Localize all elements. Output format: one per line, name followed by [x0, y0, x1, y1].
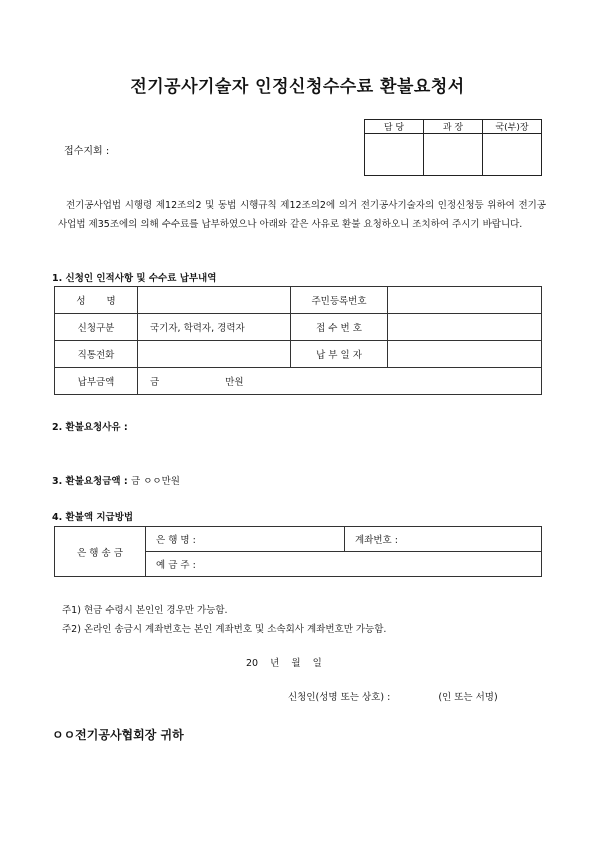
- payment-date-label: 납 부 일 자: [291, 341, 388, 368]
- approval-sign-manager[interactable]: [424, 134, 483, 176]
- signature-line: [288, 689, 498, 703]
- application-type-field[interactable]: 국기자, 학력자, 경력자: [138, 314, 291, 341]
- account-number-field[interactable]: [345, 527, 542, 552]
- signer-seal-mark[interactable]: (인 또는 서명): [438, 692, 498, 703]
- approval-box: [364, 119, 542, 176]
- resident-id-label: 주민등록번호: [291, 287, 388, 314]
- account-holder-field[interactable]: [146, 552, 542, 577]
- approval-header-manager: 과 장: [424, 120, 483, 134]
- direct-phone-label: 직통전화: [55, 341, 138, 368]
- bank-name-field[interactable]: [146, 527, 345, 552]
- payment-amount-label: 납부금액: [55, 368, 138, 395]
- section3-row: [52, 473, 180, 487]
- name-label: 성 명: [55, 287, 138, 314]
- amount-prefix: 금: [150, 377, 160, 388]
- note-2: 주2) 온라인 송금시 계좌번호는 본인 계좌번호 및 소속회사 계좌번호만 가능함.: [62, 624, 387, 635]
- applicant-info-table: [54, 286, 542, 395]
- resident-id-field[interactable]: [388, 287, 542, 314]
- note-1: 주1) 현금 수령시 본인인 경우만 가능함.: [62, 605, 228, 616]
- bank-name-label: 은 행 명 :: [156, 535, 196, 546]
- section4-title: 4. 환불액 지급방법: [52, 512, 134, 523]
- section3-title: 3. 환불요청금액 :: [52, 476, 128, 487]
- refund-amount-value: 금 ㅇㅇ만원: [131, 476, 180, 487]
- approval-header-staff: 담 당: [365, 120, 424, 134]
- signer-label: 신청인(성명 또는 상호) :: [288, 692, 391, 703]
- direct-phone-field[interactable]: [138, 341, 291, 368]
- payment-date-field[interactable]: [388, 341, 542, 368]
- approval-sign-staff[interactable]: [365, 134, 424, 176]
- bank-transfer-label: 은 행 송 금: [55, 527, 146, 577]
- receipt-number-label: 접 수 번 호: [291, 314, 388, 341]
- addressee: ㅇㅇ전기공사협회장 귀하: [52, 728, 184, 742]
- date-line: 20 년 월 일: [246, 658, 322, 669]
- approval-header-director: 국(부)장: [483, 120, 542, 134]
- name-field[interactable]: [138, 287, 291, 314]
- refund-method-table: [54, 526, 542, 577]
- amount-unit: 만원: [225, 377, 244, 388]
- receipt-number-field[interactable]: [388, 314, 542, 341]
- approval-sign-director[interactable]: [483, 134, 542, 176]
- account-holder-label: 예 금 주 :: [156, 560, 196, 571]
- page-title: 전기공사기술자 인정신청수수료 환불요청서: [130, 77, 465, 97]
- intro-paragraph: 전기공사업법 시행령 제12조의2 및 동법 시행규칙 제12조의2에 의거 전기공사기술자의 인정신청등 위하여 전기공사업법 제35조에의 의해 수수료를 납부하였으나 아래와 같은 사유로 환불 요청하오니 조치하여 주시기 바랍니다.: [58, 200, 546, 230]
- section1-title: 1. 신청인 인적사항 및 수수료 납부내역: [52, 273, 217, 284]
- reception-branch-label: 접수지회 :: [64, 146, 110, 157]
- application-type-label: 신청구분: [55, 314, 138, 341]
- payment-amount-field[interactable]: [138, 368, 542, 395]
- section2-title: 2. 환불요청사유 :: [52, 422, 128, 433]
- account-number-label: 계좌번호 :: [355, 535, 398, 546]
